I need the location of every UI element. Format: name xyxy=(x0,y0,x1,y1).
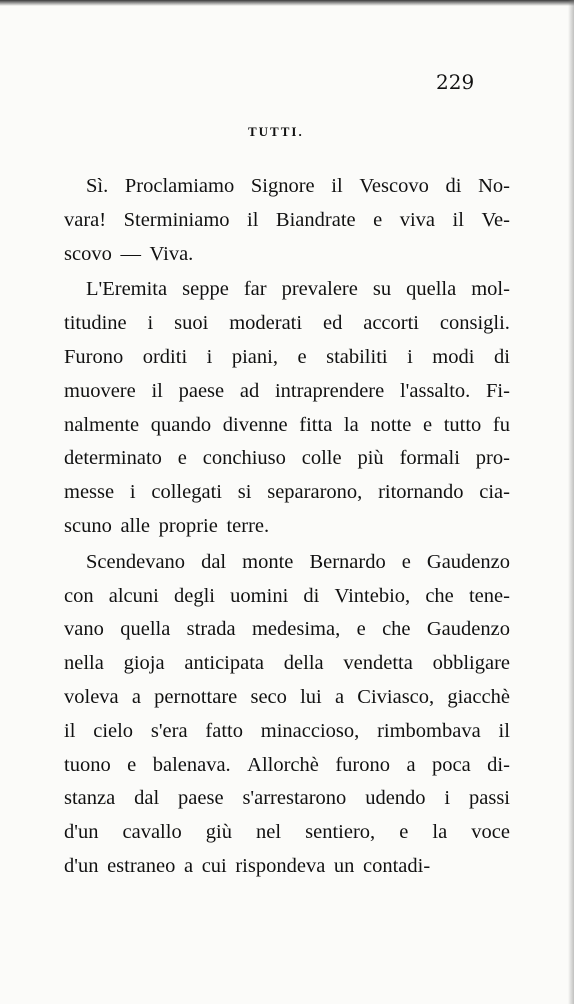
text-line: stanza dal paese s'arrestarono udendo i passi xyxy=(64,787,510,810)
text-line: con alcuni degli uomini di Vintebio, che tene- xyxy=(64,584,510,607)
page-number: 229 xyxy=(436,70,475,94)
text-line: titudine i suoi moderati ed accorti consigli. xyxy=(64,312,510,335)
text-line: il cielo s'era fatto minaccioso, rimbombava il xyxy=(64,719,510,742)
text-line: vara! Sterminiamo il Biandrate e viva il Ve- xyxy=(64,208,510,231)
scan-right-edge xyxy=(568,0,574,1004)
text-line: Sì. Proclamiamo Signore il Vescovo di No- xyxy=(86,175,510,197)
text-line: scuno alle proprie terre. xyxy=(64,514,270,537)
text-line: vano quella strada medesima, e che Gaudenzo xyxy=(64,618,510,641)
text-line: messe i collegati si separarono, ritornando cia- xyxy=(64,481,510,504)
text-line: tuono e balenava. Allorchè furono a poca di- xyxy=(64,753,510,776)
text-line: d'un estraneo a cui rispondeva un contadi- xyxy=(64,854,431,877)
text-line: d'un cavallo giù nel sentiero, e la voce xyxy=(64,821,510,844)
text-line: nalmente quando divenne fitta la notte e tutto fu xyxy=(64,413,510,436)
text-line: nella gioja anticipata della vendetta obbligare xyxy=(64,652,510,675)
speaker-heading: TUTTI. xyxy=(248,124,304,139)
text-line: determinato e conchiuso colle più formali pro- xyxy=(64,447,510,470)
scan-top-shadow xyxy=(0,0,574,6)
body-text xyxy=(64,170,510,884)
text-line: voleva a pernottare seco lui a Civiasco, giacchè xyxy=(64,685,510,708)
text-line: scovo — Viva. xyxy=(64,242,194,265)
text-line: L'Eremita seppe far prevalere su quella mol- xyxy=(86,278,510,301)
text-line: Furono orditi i piani, e stabiliti i modi di xyxy=(64,345,510,368)
text-line: muovere il paese ad intraprendere l'assalto. Fi- xyxy=(64,379,510,402)
text-line: Scendevano dal monte Bernardo e Gaudenzo xyxy=(86,550,510,573)
